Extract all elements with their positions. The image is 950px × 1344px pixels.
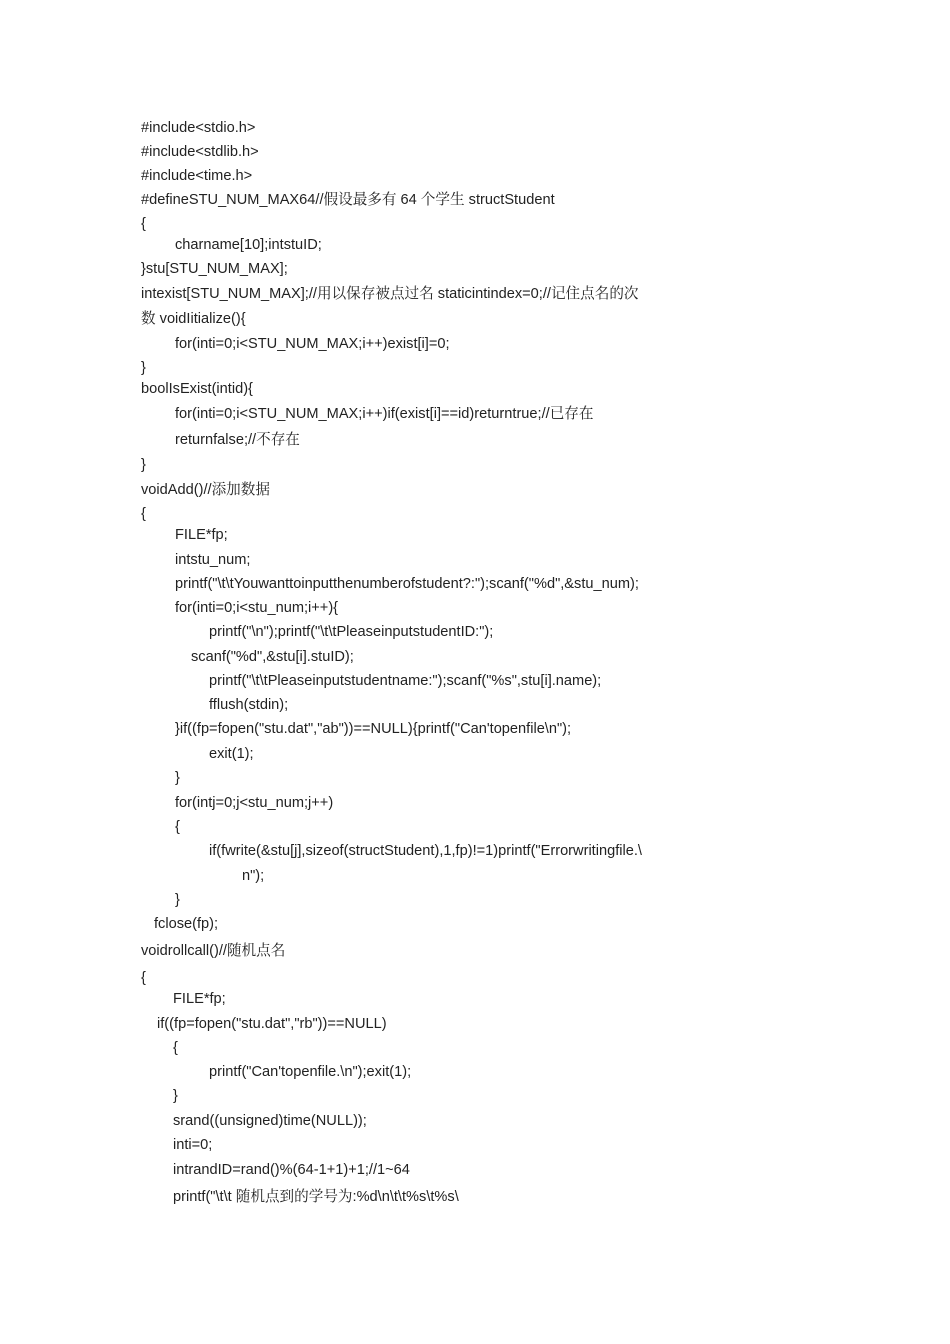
code-line: for(inti=0;i<STU_NUM_MAX;i++)if(exist[i]==id)returntrue;//已存在	[175, 406, 594, 422]
code-line: exit(1);	[209, 746, 254, 762]
code-line: #include<stdio.h>	[141, 120, 256, 136]
code-line: {	[175, 819, 180, 835]
code-line: voidrollcall()//随机点名	[141, 943, 286, 959]
code-line: #defineSTU_NUM_MAX64//假设最多有 64 个学生 structStudent	[141, 192, 555, 208]
code-line: #include<time.h>	[141, 168, 253, 184]
code-line: }	[141, 457, 146, 473]
code-line: printf("\n");printf("\t\tPleaseinputstudentID:");	[209, 624, 494, 640]
code-line: printf("Can'topenfile.\n");exit(1);	[209, 1064, 412, 1080]
code-line: }if((fp=fopen("stu.dat","ab"))==NULL){printf("Can'topenfile\n");	[175, 721, 572, 737]
code-line: #include<stdlib.h>	[141, 144, 259, 160]
code-line: }	[173, 1088, 178, 1104]
code-line: }	[175, 892, 180, 908]
code-line: for(inti=0;i<STU_NUM_MAX;i++)exist[i]=0;	[175, 336, 450, 352]
code-line: if(fwrite(&stu[j],sizeof(structStudent),1,fp)!=1)printf("Errorwritingfile.\	[209, 843, 642, 859]
code-line: boolIsExist(intid){	[141, 381, 253, 397]
code-line: FILE*fp;	[173, 991, 226, 1007]
code-line: n");	[242, 868, 265, 884]
code-line: {	[173, 1040, 178, 1056]
code-line: scanf("%d",&stu[i].stuID);	[191, 649, 354, 665]
code-line: srand((unsigned)time(NULL));	[173, 1113, 367, 1129]
code-line: for(inti=0;i<stu_num;i++){	[175, 600, 339, 616]
code-line: inti=0;	[173, 1137, 213, 1153]
code-line: printf("\t\t 随机点到的学号为:%d\n\t\t%s\t%s\	[173, 1189, 459, 1205]
code-line: 数 voidIitialize(){	[141, 311, 246, 327]
code-line: }stu[STU_NUM_MAX];	[141, 261, 288, 277]
code-line: }	[141, 360, 146, 376]
code-line: voidAdd()//添加数据	[141, 482, 270, 498]
code-line: {	[141, 506, 146, 522]
code-line: {	[141, 216, 146, 232]
code-line: printf("\t\tPleaseinputstudentname:");scanf("%s",stu[i].name);	[209, 673, 602, 689]
code-line: for(intj=0;j<stu_num;j++)	[175, 795, 334, 811]
code-line: {	[141, 970, 146, 986]
code-line: charname[10];intstuID;	[175, 237, 322, 253]
code-line: printf("\t\tYouwanttoinputthenumberofstudent?:");scanf("%d",&stu_num);	[175, 576, 639, 592]
code-line: intexist[STU_NUM_MAX];//用以保存被点过名 staticintindex=0;//记住点名的次	[141, 286, 639, 302]
code-line: intrandID=rand()%(64-1+1)+1;//1~64	[173, 1162, 410, 1178]
code-line: if((fp=fopen("stu.dat","rb"))==NULL)	[157, 1016, 387, 1032]
code-line: FILE*fp;	[175, 527, 228, 543]
code-line: fclose(fp);	[154, 916, 219, 932]
code-line: fflush(stdin);	[209, 697, 289, 713]
code-line: returnfalse;//不存在	[175, 432, 300, 448]
code-line: }	[175, 770, 180, 786]
code-line: intstu_num;	[175, 552, 251, 568]
